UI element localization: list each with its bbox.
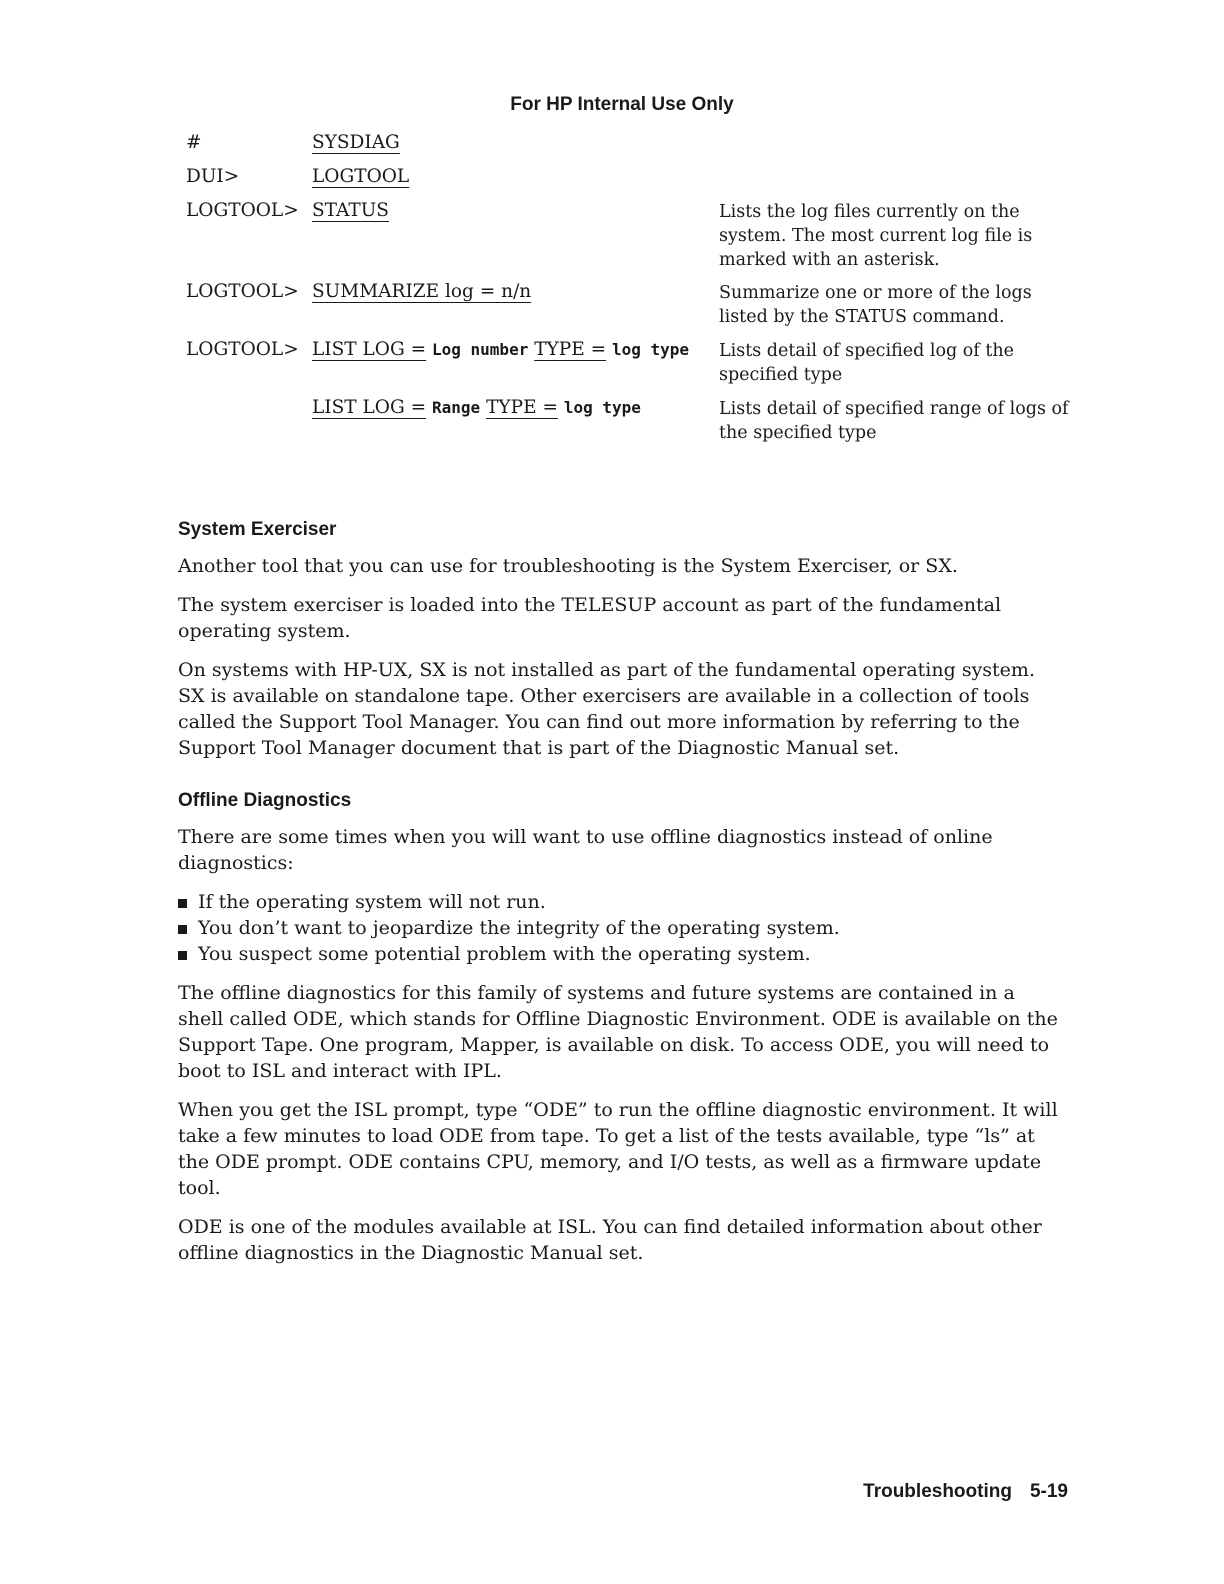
command-argument: log type bbox=[563, 398, 641, 417]
paragraph: On systems with HP-UX, SX is not installed as part of the fundamental operating system. SX is available on standalone tape. Other exercisers are available in a collection of tools called the Support Tool Manager. You can find out more information by referring to the Support Tool Manager document that is part of the Diagnostic Manual set. bbox=[178, 659, 1035, 759]
command-row bbox=[186, 132, 1066, 166]
command-argument: log type bbox=[612, 340, 690, 359]
command-row bbox=[186, 281, 1066, 339]
footer-section-title: Troubleshooting bbox=[863, 1481, 1012, 1502]
command-table bbox=[186, 132, 1069, 455]
page-header: For HP Internal Use Only bbox=[510, 94, 734, 115]
command-description: Lists detail of specified log of the specified type bbox=[719, 341, 1014, 385]
command-prompt: LOGTOOL> bbox=[186, 339, 299, 360]
paragraph: There are some times when you will want to use offline diagnostics instead of online diagnostics: bbox=[178, 826, 993, 874]
command-text: LOGTOOL bbox=[312, 166, 410, 187]
command-text: SYSDIAG bbox=[312, 132, 400, 153]
command-prompt: LOGTOOL> bbox=[186, 281, 299, 302]
command-row bbox=[186, 166, 1066, 200]
command-description: Summarize one or more of the logs listed by the STATUS command. bbox=[719, 283, 1032, 327]
command-row bbox=[186, 200, 1066, 281]
list-item bbox=[178, 915, 1058, 941]
list-item-text: You suspect some potential problem with the operating system. bbox=[198, 943, 811, 965]
command-keyword: LIST LOG = bbox=[312, 339, 427, 360]
paragraph: ODE is one of the modules available at ISL. You can find detailed information about other offline diagnostics in the Diagnostic Manual set. bbox=[178, 1216, 1042, 1264]
command-prompt: LOGTOOL> bbox=[186, 200, 299, 221]
bullet-icon bbox=[178, 899, 187, 908]
command-prompt: DUI> bbox=[186, 166, 240, 187]
paragraph: The offline diagnostics for this family of systems and future systems are contained in a shell called ODE, which stands for Offline Diagnostic Environment. ODE is available on the Support Tape. One program, Mapper, is available on disk. To access ODE, you will need to boot to ISL and interact with IPL. bbox=[178, 982, 1058, 1082]
bullet-list bbox=[178, 889, 1058, 967]
list-item bbox=[178, 889, 1058, 915]
command-description: Lists the log files currently on the system. The most current log file is marked with an asterisk. bbox=[719, 202, 1033, 270]
offline-diagnostics-section bbox=[178, 790, 1058, 1279]
command-argument: Range bbox=[432, 398, 481, 417]
page-number: 5-19 bbox=[1029, 1481, 1068, 1502]
command-text: STATUS bbox=[312, 200, 389, 221]
command-argument: Log number bbox=[432, 340, 529, 359]
bullet-icon bbox=[178, 951, 187, 960]
command-prompt: # bbox=[186, 132, 202, 153]
section-heading: Offline Diagnostics bbox=[178, 790, 352, 811]
command-keyword: TYPE = bbox=[486, 397, 558, 418]
command-keyword: SUMMARIZE bbox=[312, 281, 440, 302]
command-description: Lists detail of specified range of logs of the specified type bbox=[719, 399, 1069, 443]
page-footer bbox=[863, 1481, 1068, 1503]
system-exerciser-section bbox=[178, 519, 1058, 774]
bullet-icon bbox=[178, 925, 187, 934]
command-row bbox=[186, 339, 1066, 397]
command-row bbox=[186, 397, 1069, 455]
command-keyword: TYPE = bbox=[534, 339, 607, 360]
paragraph: When you get the ISL prompt, type “ODE” to run the offline diagnostic environment. It will take a few minutes to load ODE from tape. To get a list of the tests available, type “ls” at the ODE prompt. ODE contains CPU, memory, and I/O tests, as well as a firmware update tool. bbox=[178, 1099, 1058, 1199]
command-argument: log = n/n bbox=[439, 281, 532, 302]
command-text bbox=[312, 397, 641, 418]
command-text bbox=[312, 281, 531, 302]
section-heading: System Exerciser bbox=[178, 519, 337, 540]
paragraph: The system exerciser is loaded into the TELESUP account as part of the fundamental operating system. bbox=[178, 594, 1002, 642]
list-item-text: You don’t want to jeopardize the integrity of the operating system. bbox=[198, 917, 840, 939]
command-keyword: LIST LOG = bbox=[312, 397, 427, 418]
paragraph: Another tool that you can use for troubleshooting is the System Exerciser, or SX. bbox=[178, 555, 958, 577]
list-item-text: If the operating system will not run. bbox=[198, 891, 546, 913]
command-text bbox=[312, 339, 689, 360]
list-item bbox=[178, 941, 1058, 967]
